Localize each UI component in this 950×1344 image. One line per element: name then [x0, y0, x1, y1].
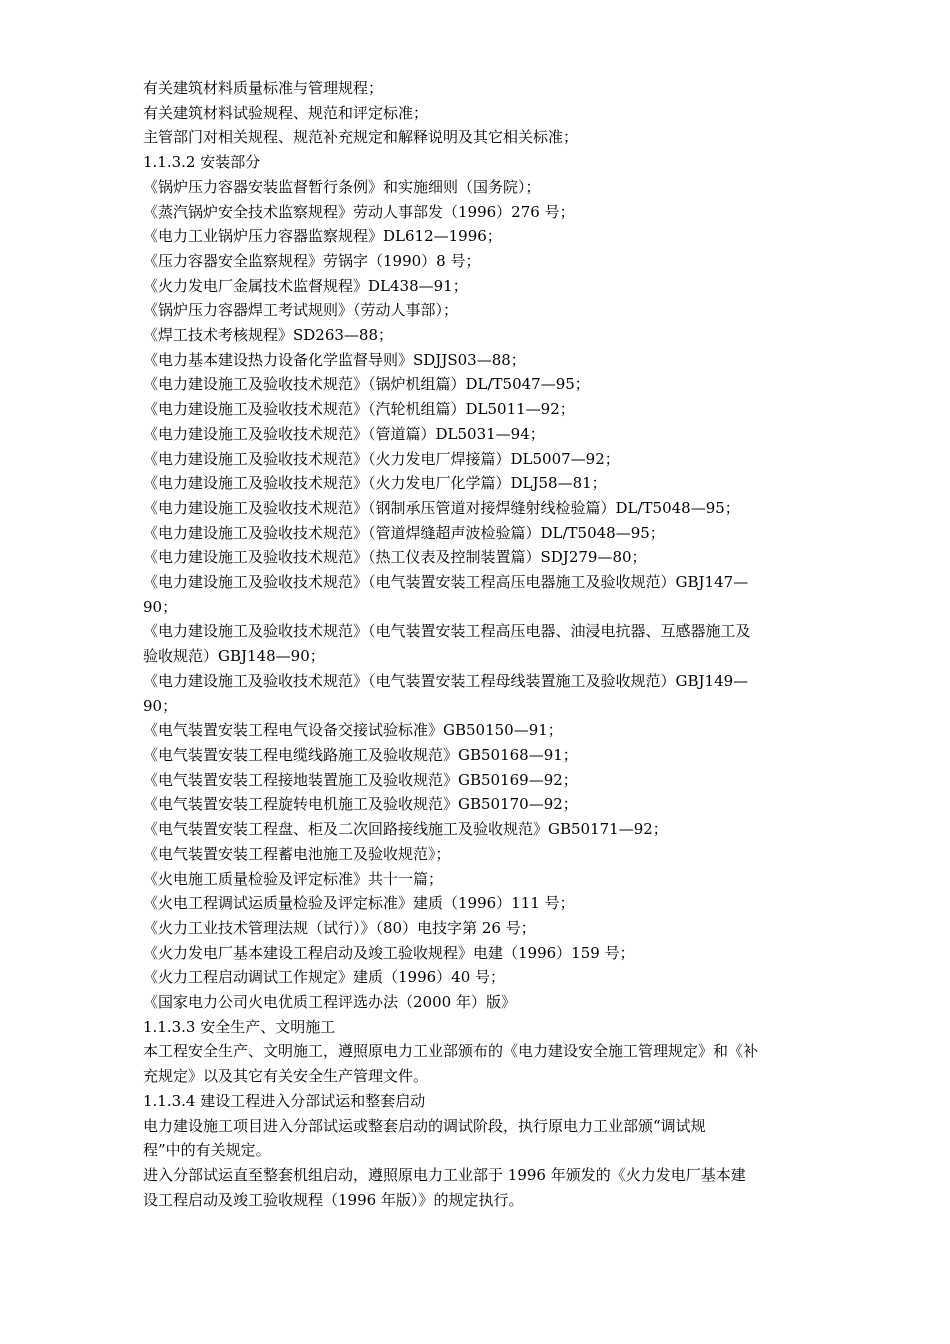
text-line: 《电力建设施工及验收技术规范》（电气装置安装工程母线装置施工及验收规范）GBJ149— — [143, 671, 749, 690]
section-heading: 1.1.3.2 安装部分 — [143, 153, 261, 172]
text-line: 有关建筑材料质量标准与管理规程； — [143, 79, 384, 97]
text-line: 本工程安全生产、文明施工，遵照原电力工业部颁布的《电力建设安全施工管理规定》和《补 — [143, 1042, 759, 1061]
text-line: 设工程启动及竣工验收规程（1996 年版）》的规定执行。 — [143, 1190, 524, 1209]
text-line: 《电力基本建设热力设备化学监督导则》SDJJS03—88； — [143, 350, 526, 369]
text-line: 《锅炉压力容器安装监督暂行条例》和实施细则（国务院）； — [143, 177, 541, 196]
text-line: 《电力建设施工及验收技术规范》（锅炉机组篇）DL/T5047—95； — [143, 375, 590, 394]
text-line: 《火电施工质量检验及评定标准》共十一篇； — [143, 869, 444, 888]
text-line: 进入分部试运直至整套机组启动，遵照原电力工业部于 1996 年颁发的《火力发电厂基本建 — [143, 1165, 746, 1184]
text-line: 《电气装置安装工程电气设备交接试验标准》GB50150—91； — [143, 721, 563, 740]
text-line: 主管部门对相关规程、规范补充规定和解释说明及其它相关标准； — [143, 128, 579, 147]
text-line: 《电气装置安装工程蓄电池施工及验收规范》； — [143, 844, 451, 863]
text-line: 《火电工程调试运质量检验及评定标准》建质（1996）111 号； — [143, 894, 575, 913]
text-line: 电力建设施工项目进入分部试运或整套启动的调试阶段，执行原电力工业部颁“调试规 — [143, 1116, 706, 1135]
text-line: 《电力建设施工及验收技术规范》（火力发电厂化学篇）DLJ58—81； — [143, 474, 607, 493]
text-line: 《电气装置安装工程电缆线路施工及验收规范》GB50168—91； — [143, 745, 578, 764]
text-line: 《电气装置安装工程接地装置施工及验收规范》GB50169—92； — [143, 770, 578, 789]
text-line: 《电力建设施工及验收技术规范》（汽轮机组篇）DL5011—92； — [143, 400, 575, 419]
text-line: 《电力建设施工及验收技术规范》（热工仪表及控制装置篇）SDJ279—80； — [143, 548, 647, 567]
text-line: 《压力容器安全监察规程》劳锅字（1990）8 号； — [143, 251, 481, 270]
text-line: 《电力建设施工及验收技术规范》（火力发电厂焊接篇）DL5007—92； — [143, 449, 620, 468]
text-line: 《火力工程启动调试工作规定》建质（1996）40 号； — [143, 968, 506, 987]
text-line: 《电力建设施工及验收技术规范》（钢制承压管道对接焊缝射线检验篇）DL/T5048—95； — [143, 498, 740, 517]
text-line: 《电力工业锅炉压力容器监察规程》DL612—1996； — [143, 227, 502, 246]
text-line: 验收规范）GBJ148—90； — [143, 647, 325, 666]
text-line: 《电气装置安装工程盘、柜及二次回路接线施工及验收规范》GB50171—92； — [143, 820, 668, 839]
text-line: 《电力建设施工及验收技术规范》（管道焊缝超声波检验篇）DL/T5048—95； — [143, 523, 665, 542]
text-line: 有关建筑材料试验规程、规范和评定标准； — [143, 103, 429, 122]
text-line: 《火力工业技术管理法规（试行）》（80）电技字第 26 号； — [143, 918, 536, 937]
text-line: 《国家电力公司火电优质工程评选办法（2000 年）版》 — [143, 993, 516, 1012]
text-line: 《焊工技术考核规程》SD263—88； — [143, 326, 394, 345]
section-heading: 1.1.3.4 建设工程进入分部试运和整套启动 — [143, 1091, 426, 1110]
text-line: 《火力发电厂基本建设工程启动及竣工验收规程》电建（1996）159 号； — [143, 943, 635, 962]
text-line: 《电气装置安装工程旋转电机施工及验收规范》GB50170—92； — [143, 795, 578, 814]
text-line: 90； — [143, 597, 178, 616]
text-line: 《电力建设施工及验收技术规范》（电气装置安装工程高压电器施工及验收规范）GBJ147— — [143, 573, 749, 592]
text-line: 《锅炉压力容器焊工考试规则》（劳动人事部）； — [143, 301, 459, 320]
text-line: 《电力建设施工及验收技术规范》（管道篇）DL5031—94； — [143, 424, 545, 443]
section-heading: 1.1.3.3 安全生产、文明施工 — [143, 1017, 336, 1036]
text-line: 《蒸汽锅炉安全技术监察规程》劳动人事部发（1996）276 号； — [143, 202, 575, 221]
text-line: 充规定》以及其它有关安全生产管理文件。 — [143, 1067, 429, 1086]
text-line: 《火力发电厂金属技术监督规程》DL438—91； — [143, 276, 468, 295]
text-line: 《电力建设施工及验收技术规范》（电气装置安装工程高压电器、油浸电抗器、互感器施工及 — [143, 622, 751, 641]
text-line: 90； — [143, 696, 178, 715]
document-page — [143, 76, 811, 1212]
text-line: 程”中的有关规定。 — [143, 1141, 271, 1160]
